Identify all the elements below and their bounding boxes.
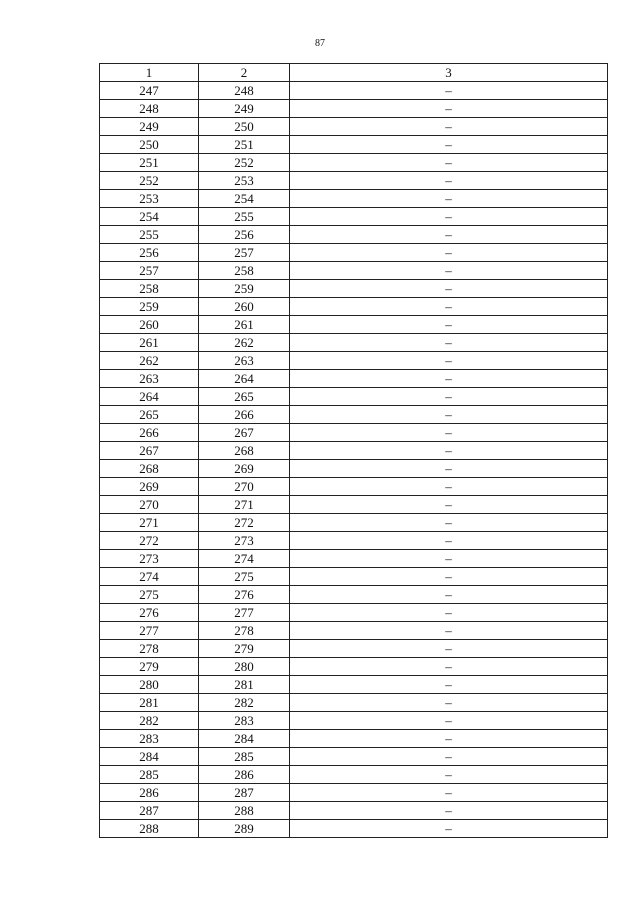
table-cell-col-3: – [290, 748, 608, 766]
table-cell-col-3: – [290, 676, 608, 694]
table-cell-col-3: – [290, 118, 608, 136]
table-cell-col-1: 260 [100, 316, 199, 334]
table-cell-col-3: – [290, 208, 608, 226]
table-cell-col-1: 261 [100, 334, 199, 352]
table-cell-col-2: 276 [199, 586, 290, 604]
table-cell-col-3: – [290, 532, 608, 550]
table-cell-col-2: 282 [199, 694, 290, 712]
table-cell-col-1: 268 [100, 460, 199, 478]
table-cell-col-3: – [290, 316, 608, 334]
table-cell-col-1: 271 [100, 514, 199, 532]
table-row [100, 658, 608, 676]
table-cell-col-2: 259 [199, 280, 290, 298]
table-cell-col-1: 265 [100, 406, 199, 424]
table-cell-col-3: – [290, 730, 608, 748]
table-cell-col-3: – [290, 352, 608, 370]
table-cell-col-2: 254 [199, 190, 290, 208]
table-row [100, 712, 608, 730]
table-header [100, 64, 608, 82]
table-cell-col-2: 270 [199, 478, 290, 496]
table-cell-col-1: 270 [100, 496, 199, 514]
table-cell-col-1: 288 [100, 820, 199, 838]
table-cell-col-2: 249 [199, 100, 290, 118]
table-cell-col-3: – [290, 478, 608, 496]
table-cell-col-1: 280 [100, 676, 199, 694]
table-row [100, 640, 608, 658]
table-row [100, 802, 608, 820]
table-cell-col-2: 288 [199, 802, 290, 820]
table-cell-col-3: – [290, 154, 608, 172]
table-cell-col-2: 271 [199, 496, 290, 514]
table-cell-col-3: – [290, 190, 608, 208]
table-cell-col-3: – [290, 172, 608, 190]
table-row [100, 172, 608, 190]
table-cell-col-2: 252 [199, 154, 290, 172]
table-cell-col-2: 277 [199, 604, 290, 622]
table-cell-col-3: – [290, 802, 608, 820]
table-cell-col-2: 260 [199, 298, 290, 316]
table-cell-col-3: – [290, 496, 608, 514]
table-cell-col-3: – [290, 82, 608, 100]
table-cell-col-1: 248 [100, 100, 199, 118]
table-body [100, 82, 608, 838]
table-row [100, 586, 608, 604]
table-cell-col-1: 262 [100, 352, 199, 370]
table-row [100, 820, 608, 838]
table-cell-col-1: 251 [100, 154, 199, 172]
table-row [100, 496, 608, 514]
table-cell-col-1: 282 [100, 712, 199, 730]
table-row [100, 694, 608, 712]
table-cell-col-3: – [290, 784, 608, 802]
table-cell-col-1: 256 [100, 244, 199, 262]
table-row [100, 208, 608, 226]
table-cell-col-2: 287 [199, 784, 290, 802]
table-cell-col-1: 255 [100, 226, 199, 244]
table-cell-col-1: 274 [100, 568, 199, 586]
table-cell-col-2: 255 [199, 208, 290, 226]
column-header-1: 1 [100, 64, 199, 82]
table-cell-col-3: – [290, 712, 608, 730]
table-cell-col-3: – [290, 694, 608, 712]
table-row [100, 262, 608, 280]
table-cell-col-1: 279 [100, 658, 199, 676]
table-row [100, 82, 608, 100]
table-cell-col-2: 269 [199, 460, 290, 478]
table-cell-col-3: – [290, 334, 608, 352]
table-cell-col-1: 263 [100, 370, 199, 388]
table-cell-col-1: 284 [100, 748, 199, 766]
table-cell-col-1: 269 [100, 478, 199, 496]
table-row [100, 604, 608, 622]
table-cell-col-2: 281 [199, 676, 290, 694]
table-row [100, 514, 608, 532]
table-row [100, 388, 608, 406]
table-row [100, 118, 608, 136]
table-cell-col-3: – [290, 820, 608, 838]
table-cell-col-3: – [290, 262, 608, 280]
table-cell-col-1: 253 [100, 190, 199, 208]
table-row [100, 460, 608, 478]
table-row [100, 478, 608, 496]
data-table [99, 63, 608, 838]
table-cell-col-2: 279 [199, 640, 290, 658]
table-row [100, 532, 608, 550]
table-cell-col-1: 264 [100, 388, 199, 406]
column-header-2: 2 [199, 64, 290, 82]
table-cell-col-2: 265 [199, 388, 290, 406]
table-cell-col-2: 280 [199, 658, 290, 676]
table-cell-col-3: – [290, 550, 608, 568]
table-cell-col-1: 272 [100, 532, 199, 550]
table-row [100, 316, 608, 334]
table-cell-col-3: – [290, 514, 608, 532]
table-cell-col-1: 287 [100, 802, 199, 820]
table-cell-col-3: – [290, 406, 608, 424]
table-cell-col-3: – [290, 388, 608, 406]
table-row [100, 244, 608, 262]
table-row [100, 298, 608, 316]
table-cell-col-1: 259 [100, 298, 199, 316]
table-cell-col-1: 252 [100, 172, 199, 190]
table-cell-col-1: 277 [100, 622, 199, 640]
table-row [100, 442, 608, 460]
table-cell-col-1: 273 [100, 550, 199, 568]
table-cell-col-3: – [290, 568, 608, 586]
table-cell-col-2: 268 [199, 442, 290, 460]
table-cell-col-3: – [290, 604, 608, 622]
table-cell-col-2: 283 [199, 712, 290, 730]
table-row [100, 154, 608, 172]
table-row [100, 334, 608, 352]
table-cell-col-2: 250 [199, 118, 290, 136]
table-cell-col-2: 253 [199, 172, 290, 190]
table-cell-col-3: – [290, 136, 608, 154]
table-row [100, 424, 608, 442]
table-cell-col-3: – [290, 100, 608, 118]
table-row [100, 622, 608, 640]
table-cell-col-3: – [290, 586, 608, 604]
table-cell-col-1: 276 [100, 604, 199, 622]
table-row [100, 766, 608, 784]
table-cell-col-2: 275 [199, 568, 290, 586]
table-row [100, 730, 608, 748]
table-cell-col-2: 285 [199, 748, 290, 766]
table-row [100, 406, 608, 424]
table-cell-col-2: 261 [199, 316, 290, 334]
page-number: 87 [315, 38, 325, 49]
table-cell-col-2: 256 [199, 226, 290, 244]
table-cell-col-3: – [290, 226, 608, 244]
table-cell-col-2: 278 [199, 622, 290, 640]
table-row [100, 352, 608, 370]
table-cell-col-1: 257 [100, 262, 199, 280]
table-cell-col-3: – [290, 622, 608, 640]
table-row [100, 550, 608, 568]
header-row [100, 64, 608, 82]
table-cell-col-1: 285 [100, 766, 199, 784]
table-cell-col-2: 267 [199, 424, 290, 442]
table-cell-col-2: 266 [199, 406, 290, 424]
table-cell-col-1: 267 [100, 442, 199, 460]
table-cell-col-2: 248 [199, 82, 290, 100]
table-cell-col-1: 286 [100, 784, 199, 802]
table-row [100, 280, 608, 298]
table-row [100, 784, 608, 802]
table-row [100, 136, 608, 154]
table-row [100, 370, 608, 388]
table-cell-col-3: – [290, 658, 608, 676]
table-cell-col-2: 286 [199, 766, 290, 784]
table-cell-col-1: 254 [100, 208, 199, 226]
table-cell-col-2: 262 [199, 334, 290, 352]
table-cell-col-2: 263 [199, 352, 290, 370]
table-cell-col-1: 278 [100, 640, 199, 658]
table-cell-col-2: 274 [199, 550, 290, 568]
table-cell-col-3: – [290, 442, 608, 460]
column-header-3: 3 [290, 64, 608, 82]
table-cell-col-2: 257 [199, 244, 290, 262]
table-cell-col-1: 258 [100, 280, 199, 298]
table-cell-col-3: – [290, 460, 608, 478]
table-cell-col-3: – [290, 280, 608, 298]
table-cell-col-2: 289 [199, 820, 290, 838]
table-cell-col-1: 283 [100, 730, 199, 748]
table-cell-col-2: 272 [199, 514, 290, 532]
table-cell-col-2: 284 [199, 730, 290, 748]
table-cell-col-2: 264 [199, 370, 290, 388]
table-row [100, 748, 608, 766]
table-row [100, 190, 608, 208]
table-row [100, 100, 608, 118]
table-cell-col-2: 251 [199, 136, 290, 154]
table-row [100, 568, 608, 586]
table-cell-col-3: – [290, 370, 608, 388]
table-row [100, 226, 608, 244]
table-cell-col-1: 281 [100, 694, 199, 712]
table-cell-col-3: – [290, 640, 608, 658]
table-cell-col-3: – [290, 298, 608, 316]
table-cell-col-2: 258 [199, 262, 290, 280]
table-cell-col-3: – [290, 244, 608, 262]
table-cell-col-1: 266 [100, 424, 199, 442]
table-cell-col-3: – [290, 766, 608, 784]
table-cell-col-1: 247 [100, 82, 199, 100]
table-cell-col-1: 275 [100, 586, 199, 604]
table-row [100, 676, 608, 694]
table-cell-col-2: 273 [199, 532, 290, 550]
table-cell-col-1: 249 [100, 118, 199, 136]
table-cell-col-3: – [290, 424, 608, 442]
table-cell-col-1: 250 [100, 136, 199, 154]
